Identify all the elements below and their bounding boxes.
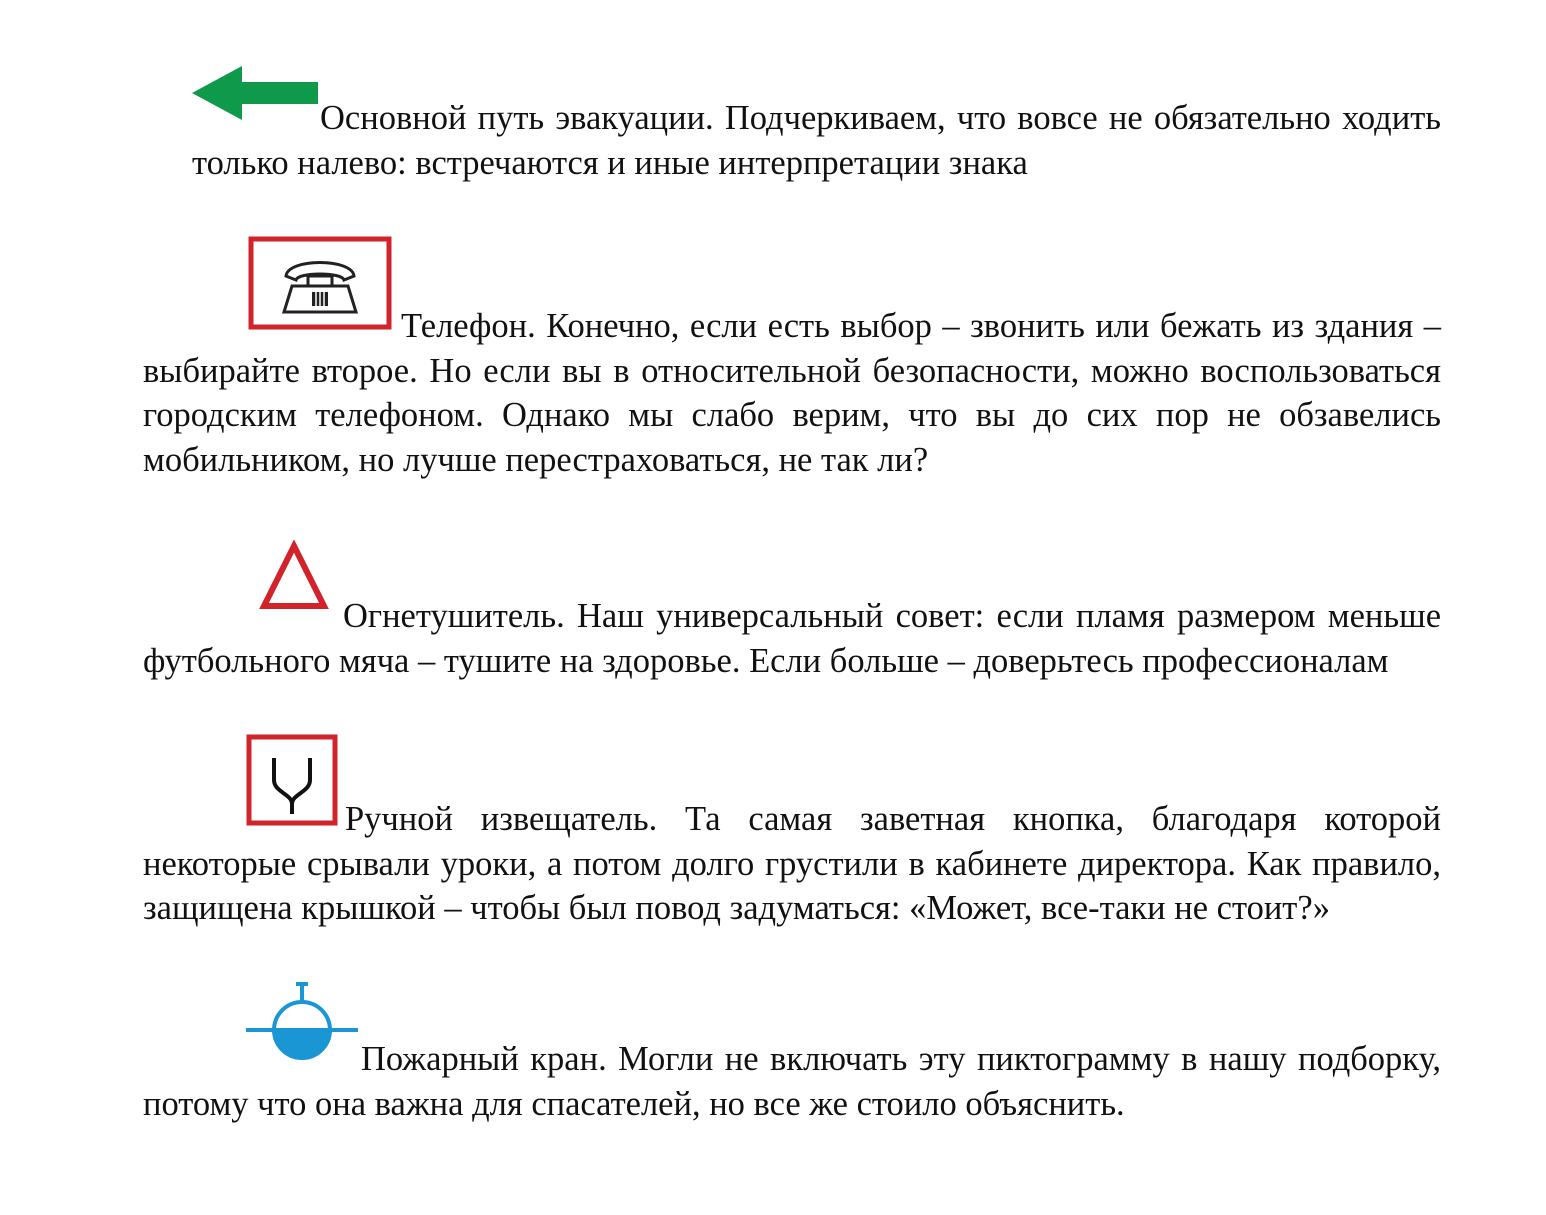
paragraph-text: Наш универсальный совет: если пламя размером меньше футбольного мяча – тушите на здоровье. Если больше – доверьтесь профессионалам xyxy=(143,597,1442,680)
paragraph-text: Подчеркиваем, что вовсе не обязательно ходить только налево: встречаются и иные интерпретации знака xyxy=(192,99,1442,182)
paragraph-title: Ручной извещатель. xyxy=(345,800,658,838)
paragraph-title: Огнетушитель. xyxy=(343,597,565,635)
paragraph-title: Основной путь эвакуации. xyxy=(320,99,714,137)
paragraph-text: Могли не включать эту пиктограмму в нашу подборку, потому что она важна для спасателей, но все же стоило объяснить. xyxy=(143,1040,1441,1123)
paragraph-text: Конечно, если есть выбор – звонить или бежать из здания – выбирайте второе. Но если вы в относительной безопасности, можно воспользоваться городским телефоном. Однако мы слабо верим, что вы до сих пор не обзавелись мобильником, но лучше перестраховаться, не так ли? xyxy=(143,307,1441,479)
paragraph-manual-call-point xyxy=(143,797,1441,931)
paragraph-telephone xyxy=(143,304,1441,482)
paragraph-fire-hydrant xyxy=(143,1037,1441,1126)
paragraph-text: Та самая заветная кнопка, благодаря которой некоторые срывали уроки, а потом долго грустили в кабинете директора. Как правило, защищена крышкой – чтобы был повод задуматься: «Может, все-таки не стоит?» xyxy=(143,800,1441,927)
paragraph-evacuation-route xyxy=(192,96,1441,185)
paragraph-extinguisher xyxy=(143,594,1441,683)
paragraph-title: Пожарный кран. xyxy=(361,1040,607,1078)
paragraph-title: Телефон. xyxy=(401,307,536,345)
